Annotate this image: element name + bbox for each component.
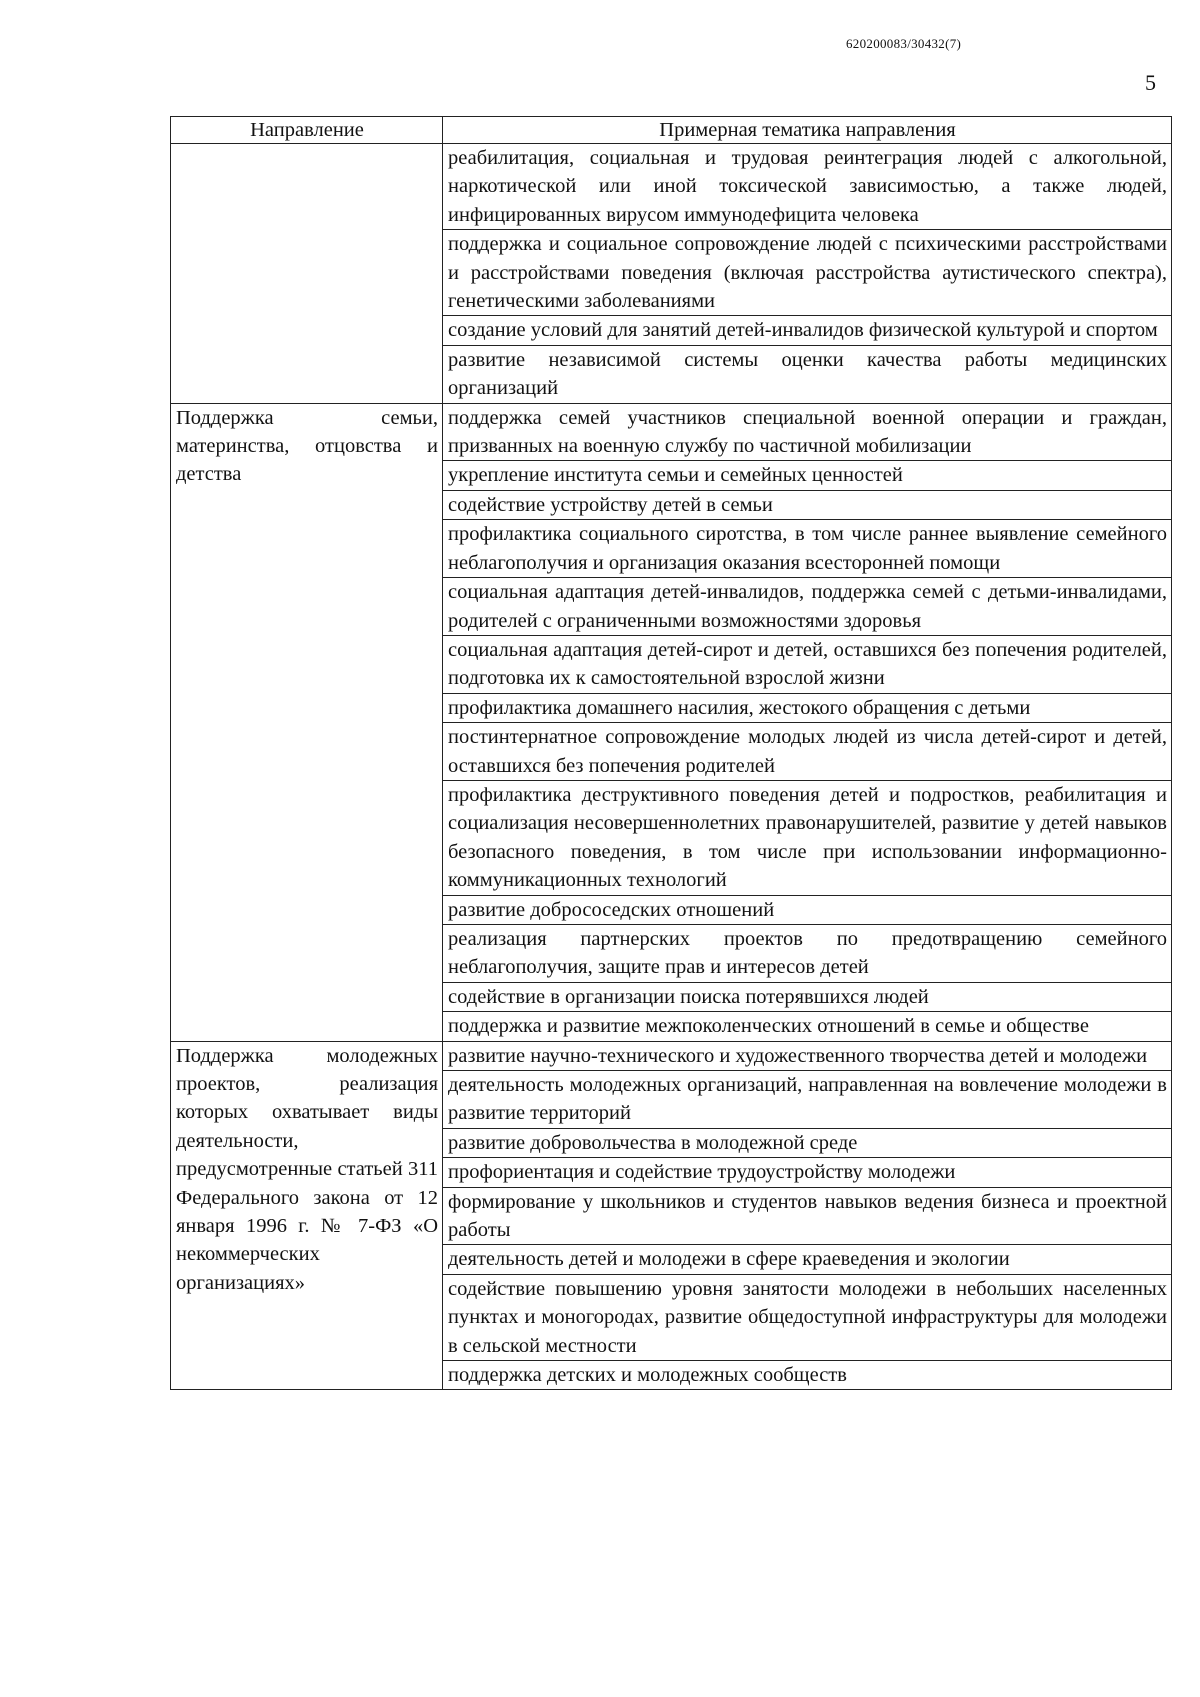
topic-cell: профилактика деструктивного поведения детей и подростков, реабилитация и социализация несовершеннолетних правонарушителей, развитие у детей навыков безопасного поведения, в том числе при использовании информационно-коммуникационных технологий xyxy=(443,780,1172,895)
topic-cell: профориентация и содействие трудоустройству молодежи xyxy=(443,1158,1172,1187)
topic-cell: профилактика домашнего насилия, жестокого обращения с детьми xyxy=(443,693,1172,722)
table-row xyxy=(171,144,1172,230)
topic-cell: содействие устройству детей в семьи xyxy=(443,490,1172,519)
topic-cell: реабилитация, социальная и трудовая реинтеграция людей с алкогольной, наркотической или иной токсической зависимостью, а также людей, инфицированных вирусом иммунодефицита человека xyxy=(443,144,1172,230)
direction-cell: Поддержка молодежных проектов, реализация которых охватывает виды деятельности, предусмотренные статьей 311 Федерального закона от 12 января 1996 г. № 7-ФЗ «О некоммерческих организациях» xyxy=(171,1041,443,1390)
topic-cell: социальная адаптация детей-сирот и детей, оставшихся без попечения родителей, подготовка их к самостоятельной взрослой жизни xyxy=(443,635,1172,693)
topic-cell: формирование у школьников и студентов навыков ведения бизнеса и проектной работы xyxy=(443,1187,1172,1245)
page-number: 5 xyxy=(1145,70,1156,95)
direction-cell xyxy=(171,144,443,404)
table-row xyxy=(171,1041,1172,1070)
direction-cell: Поддержка семьи, материнства, отцовства и детства xyxy=(171,403,443,1041)
topic-cell: профилактика социального сиротства, в том числе раннее выявление семейного неблагополучия и организация оказания всесторонней помощи xyxy=(443,520,1172,578)
topic-cell: содействие в организации поиска потерявшихся людей xyxy=(443,982,1172,1011)
topic-cell: создание условий для занятий детей-инвалидов физической культурой и спортом xyxy=(443,316,1172,345)
topic-cell: деятельность детей и молодежи в сфере краеведения и экологии xyxy=(443,1245,1172,1274)
topic-cell: поддержка и развитие межпоколенческих отношений в семье и обществе xyxy=(443,1012,1172,1041)
table-header-row xyxy=(171,117,1172,144)
column-header-topics: Примерная тематика направления xyxy=(443,117,1172,144)
topic-cell: деятельность молодежных организаций, направленная на вовлечение молодежи в развитие территорий xyxy=(443,1071,1172,1129)
topic-cell: развитие добрососедских отношений xyxy=(443,895,1172,924)
topic-cell: развитие независимой системы оценки качества работы медицинских организаций xyxy=(443,345,1172,403)
table-row xyxy=(171,403,1172,461)
topic-cell: реализация партнерских проектов по предотвращению семейного неблагополучия, защите прав и интересов детей xyxy=(443,924,1172,982)
topic-cell: постинтернатное сопровождение молодых людей из числа детей-сирот и детей, оставшихся без попечения родителей xyxy=(443,723,1172,781)
topic-cell: поддержка семей участников специальной военной операции и граждан, призванных на военную службу по частичной мобилизации xyxy=(443,403,1172,461)
document-id: 620200083/30432(7) xyxy=(846,36,962,51)
table-body xyxy=(171,144,1172,1390)
topic-cell: развитие научно-технического и художественного творчества детей и молодежи xyxy=(443,1041,1172,1070)
column-header-direction: Направление xyxy=(171,117,443,144)
topic-cell: социальная адаптация детей-инвалидов, поддержка семей с детьми-инвалидами, родителей с ограниченными возможностями здоровья xyxy=(443,578,1172,636)
topics-table xyxy=(170,116,1172,1390)
topic-cell: развитие добровольчества в молодежной среде xyxy=(443,1128,1172,1157)
topic-cell: содействие повышению уровня занятости молодежи в небольших населенных пунктах и моногородах, развитие общедоступной инфраструктуры для молодежи в сельской местности xyxy=(443,1274,1172,1360)
topic-cell: поддержка и социальное сопровождение людей с психическими расстройствами и расстройствами поведения (включая расстройства аутистического спектра), генетическими заболеваниями xyxy=(443,230,1172,316)
topic-cell: укрепление института семьи и семейных ценностей xyxy=(443,461,1172,490)
topic-cell: поддержка детских и молодежных сообществ xyxy=(443,1361,1172,1390)
